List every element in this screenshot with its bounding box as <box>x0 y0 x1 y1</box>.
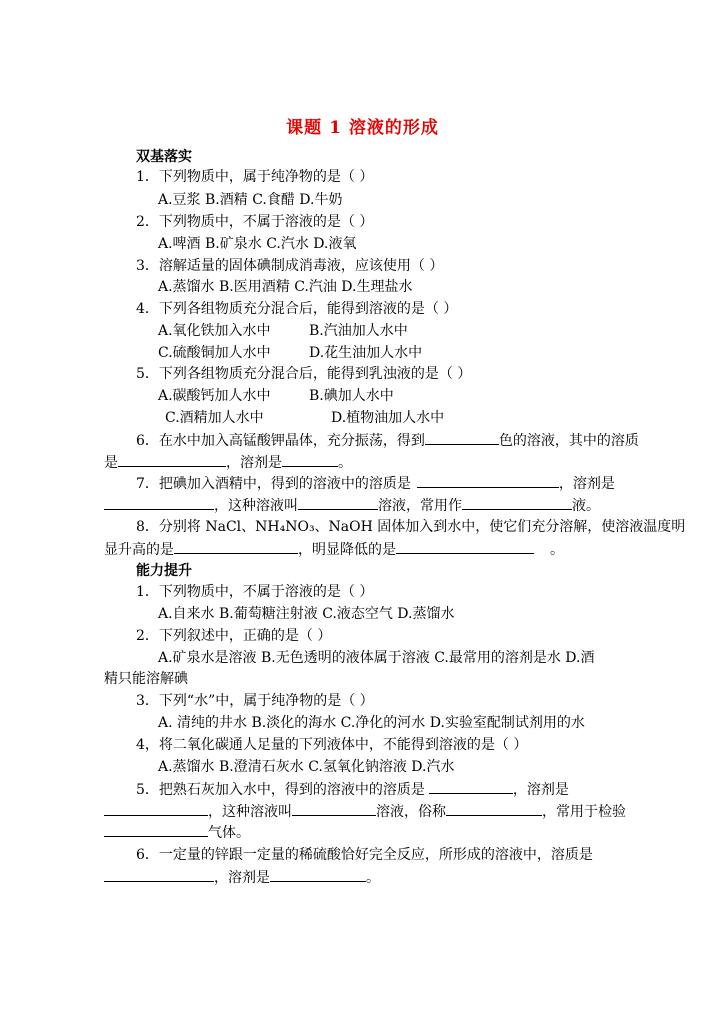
basic-question-7-line-1 <box>136 473 615 494</box>
advanced-question-5-line-1 <box>136 779 569 800</box>
answer-blank[interactable] <box>446 801 542 816</box>
advanced-question-1-options: A.自来水 B.葡萄糖注射液 C.液态空气 D.蒸馏水 <box>158 606 455 622</box>
page-title: 课题 1 溶液的形成 <box>286 118 439 138</box>
basic-question-4-option-d: D.花生油加人水中 <box>309 345 423 361</box>
advanced-question-1: 1．下列物质中，不属于溶液的是（ ） <box>136 584 374 600</box>
q6-text-e: 。 <box>338 455 352 471</box>
basic-question-5-option-b: B.碘加人水中 <box>309 388 394 404</box>
section-heading-basic: 双基落实 <box>136 149 192 165</box>
basic-question-8-line-1: 8．分别将 NaCl、NH₄NO₃、NaOH 固体加入到水中，使它们充分溶解，使溶液温度明 <box>136 519 686 535</box>
a6-text-a: ，溶剂是 <box>214 870 270 886</box>
basic-question-5-option-a: A.碳酸钙加人水中 <box>158 388 271 404</box>
answer-blank[interactable] <box>429 779 513 794</box>
advanced-question-6-line-2 <box>104 867 380 888</box>
answer-blank[interactable] <box>396 539 534 554</box>
answer-blank[interactable] <box>174 539 298 554</box>
section-heading-advanced: 能力提升 <box>136 563 192 579</box>
advanced-question-3: 3．下列“水”中，属于纯净物的是（ ） <box>136 693 374 709</box>
basic-question-4-option-a: A.氧化铁加入水中 <box>158 323 271 339</box>
answer-blank[interactable] <box>104 495 214 510</box>
advanced-question-2: 2．下列叙述中，正确的是（ ） <box>136 628 332 644</box>
a5-text-a: 5．把熟石灰加入水中，得到的溶液中的溶质是 <box>136 782 425 798</box>
q6-text-c: 是 <box>104 455 118 471</box>
basic-question-8-line-2 <box>104 539 564 560</box>
answer-blank[interactable] <box>292 801 376 816</box>
advanced-question-2-continued: 精只能溶解碘 <box>104 671 188 687</box>
q7-text-a: 7．把碘加入酒精中，得到的溶液中的溶质是 <box>136 476 411 492</box>
a5-text-d: 溶液，俗称 <box>376 804 446 820</box>
q8-text-a: 显升高的是 <box>104 542 174 558</box>
advanced-question-5-line-3 <box>104 822 250 843</box>
basic-question-3-options: A.蒸馏水 B.医用酒精 C.汽油 D.生理盐水 <box>158 279 413 295</box>
answer-blank[interactable] <box>270 867 366 882</box>
basic-question-5: 5．下列各组物质充分混合后，能得到乳浊液的是（ ） <box>136 366 472 382</box>
q6-text-a: 6．在水中加入高锰酸钾晶体，充分振荡，得到 <box>136 433 425 449</box>
answer-blank[interactable] <box>298 495 378 510</box>
basic-question-4: 4．下列各组物质充分混合后，能得到溶液的是（ ） <box>136 301 458 317</box>
q7-text-d: 溶液，常用作 <box>378 498 462 514</box>
basic-question-4-option-b: B.汽油加人水中 <box>309 323 408 339</box>
q7-text-e: 液。 <box>572 498 600 514</box>
basic-question-2: 2．下列物质中，不属于溶液的是（ ） <box>136 214 374 230</box>
answer-blank[interactable] <box>462 495 572 510</box>
basic-question-4-option-c: C.硫酸铜加人水中 <box>158 345 271 361</box>
q8-text-c: 。 <box>550 542 564 558</box>
a6-text-b: 。 <box>366 870 380 886</box>
answer-blank[interactable] <box>417 473 559 488</box>
a5-text-b: ，溶剂是 <box>512 782 569 798</box>
q6-text-d: ，溶剂是 <box>226 455 282 471</box>
q7-text-c: ，这种溶液叫 <box>214 498 298 514</box>
a5-text-e: ，常用于检验 <box>542 804 626 820</box>
q8-text-b: ，明显降低的是 <box>298 542 396 558</box>
advanced-question-5-line-2 <box>104 801 626 822</box>
q6-text-b: 色的溶液，其中的溶质 <box>498 433 639 449</box>
basic-question-5-option-c: C.酒精加人水中 <box>165 410 264 426</box>
basic-question-6-line-2 <box>104 452 352 473</box>
advanced-question-4: 4，将二氧化碳通人足量的下列液体中，不能得到溶液的是（ ） <box>136 737 528 753</box>
q7-text-b: ，溶剂是 <box>558 476 615 492</box>
a5-text-c: ，这种溶液叫 <box>208 804 292 820</box>
answer-blank[interactable] <box>104 822 208 837</box>
answer-blank[interactable] <box>282 452 338 467</box>
basic-question-5-option-d: D.植物油加人水中 <box>331 410 445 426</box>
answer-blank[interactable] <box>118 452 226 467</box>
basic-question-2-options: A.啤酒 B.矿泉水 C.汽水 D.液氧 <box>158 236 357 252</box>
basic-question-1-options: A.豆浆 B.酒精 C.食醋 D.牛奶 <box>158 192 343 208</box>
answer-blank[interactable] <box>425 430 499 445</box>
answer-blank[interactable] <box>104 867 214 882</box>
advanced-question-4-options: A.蒸馏水 B.澄清石灰水 C.氢氧化钠溶液 D.汽水 <box>158 759 455 775</box>
basic-question-3: 3．溶解适量的固体碘制成消毒液，应该使用（ ） <box>136 258 444 274</box>
answer-blank[interactable] <box>104 801 208 816</box>
basic-question-7-line-2 <box>104 495 600 516</box>
advanced-question-2-options: A.矿泉水是溶液 B.无色透明的液体属于溶液 C.最常用的溶剂是水 D.酒 <box>158 650 595 666</box>
a5-text-f: 气体。 <box>208 825 250 841</box>
advanced-question-6-line-1: 6．一定量的锌跟一定量的稀硫酸恰好完全反应，所形成的溶液中，溶质是 <box>136 847 593 863</box>
basic-question-6-line-1 <box>136 430 639 451</box>
basic-question-1: 1．下列物质中，属于纯净物的是（ ） <box>136 169 374 185</box>
advanced-question-3-options: A. 清纯的井水 B.淡化的海水 C.净化的河水 D.实验室配制试剂用的水 <box>158 715 585 731</box>
